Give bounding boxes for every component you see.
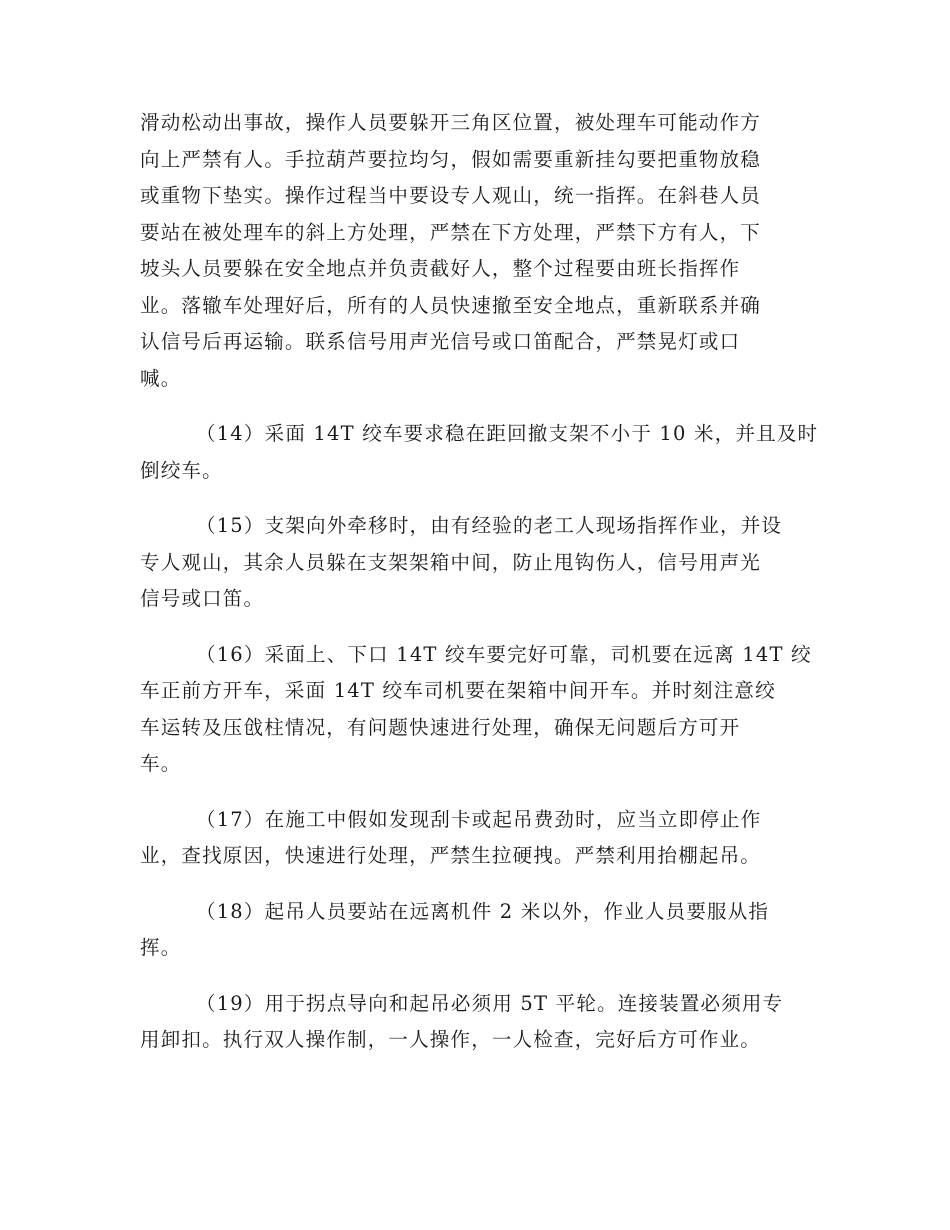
text-line: 用卸扣。执行双人操作制，一人操作，一人检查，完好后方可作业。 <box>140 1028 762 1051</box>
text-line: 喊。 <box>140 366 182 390</box>
text-line: 认信号后再运输。联系信号用声光信号或口笛配合，严禁晃灯或口 <box>140 330 741 353</box>
paragraph-spacer <box>140 397 810 416</box>
text-line: 车运转及压戗柱情况，有问题快速进行处理，确保无问题后方可开 <box>140 715 741 739</box>
text-line: 要站在被处理车的斜上方处理，严禁在下方处理，严禁下方有人，下 <box>140 220 762 244</box>
text-line: （18）起吊人员要站在远离机件 2 米以外，作业人员要服从指 <box>196 899 770 923</box>
text-line: 业。落辙车处理好后，所有的人员快速撤至安全地点，重新联系并确 <box>140 293 762 317</box>
paragraph-spacer <box>140 967 810 986</box>
paragraph-item-18 <box>140 894 810 967</box>
text-line: 业，查找原因，快速进行处理，严禁生拉硬拽。严禁利用抬棚起吊。 <box>140 844 762 867</box>
paragraph-item-19 <box>140 986 810 1059</box>
paragraph-accident-handling <box>140 105 810 397</box>
text-line: （19）用于拐点导向和起吊必须用 5T 平轮。连接装置必须用专 <box>196 991 784 1015</box>
paragraph-item-17 <box>140 802 810 875</box>
paragraph-item-16 <box>140 637 810 783</box>
text-line: （14）采面 14T 绞车要求稳在距回撤支架不小于 10 米，并且及时 <box>196 422 819 445</box>
document-body <box>140 105 819 1059</box>
text-line: （16）采面上、下口 14T 绞车要完好可靠，司机要在远离 14T 绞 <box>196 642 812 666</box>
text-line: 信号或口笛。 <box>140 587 265 610</box>
text-line: 挥。 <box>140 936 182 959</box>
text-line: 滑动松动出事故，操作人员要躲开三角区位置，被处理车可能动作方 <box>140 111 762 134</box>
text-line: 车正前方开车，采面 14T 绞车司机要在架箱中间开车。并时刻注意绞 <box>140 679 776 702</box>
text-line: 专人观山，其余人员躲在支架架箱中间，防止甩钩伤人，信号用声光 <box>140 550 762 574</box>
text-line: 坡头人员要躲在安全地点并负责截好人，整个过程要由班长指挥作 <box>140 257 741 280</box>
text-line: 向上严禁有人。手拉葫芦要拉均匀，假如需要重新挂勾要把重物放稳 <box>140 147 762 171</box>
text-line: （15）支架向外牵移时，由有经验的老工人现场指挥作业，并设 <box>196 514 783 537</box>
text-line: 车。 <box>140 752 182 775</box>
text-line: 倒绞车。 <box>140 458 223 482</box>
text-line: （17）在施工中假如发现刮卡或起吊费劲时，应当立即停止作 <box>196 807 762 831</box>
paragraph-spacer <box>140 489 810 508</box>
paragraph-item-14 <box>140 416 819 489</box>
paragraph-spacer <box>140 618 810 637</box>
paragraph-spacer <box>140 783 810 802</box>
paragraph-item-15 <box>140 508 810 618</box>
paragraph-spacer <box>140 875 810 894</box>
text-line: 或重物下垫实。操作过程当中要设专人观山，统一指挥。在斜巷人员 <box>140 184 762 207</box>
